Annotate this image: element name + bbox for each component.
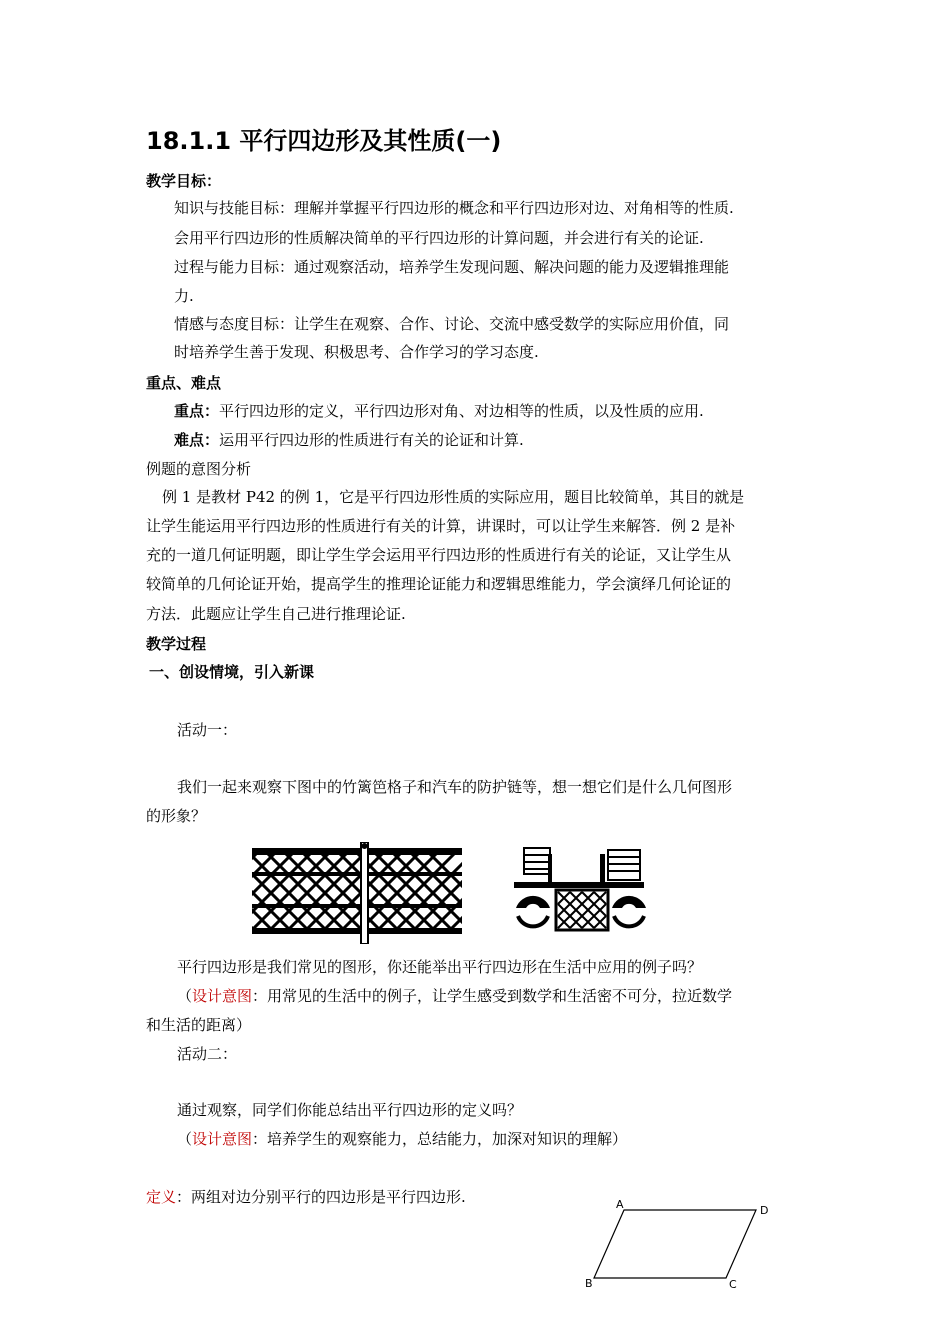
car-chain-image xyxy=(512,846,648,942)
example-analysis-line-5: 方法．此题应让学生自己进行推理论证. xyxy=(146,605,406,623)
design-intent-2-label: 设计意图 xyxy=(192,1130,253,1148)
process-line-1: 过程与能力目标：通过观察活动，培养学生发现问题、解决问题的能力及逻辑推理能 xyxy=(174,258,730,276)
design-intent-2-line xyxy=(177,1129,627,1149)
vertex-label-b: B xyxy=(585,1277,593,1290)
activity-1-text-2: 的形象？ xyxy=(146,807,207,825)
design-intent-2-text: ：培养学生的观察能力，总结能力，加深对知识的理解） xyxy=(252,1130,628,1148)
example-analysis-line-1: 例 1 是教材 P42 的例 1，它是平行四边形性质的实际应用，题目比较简单，其目的就是 xyxy=(162,488,745,506)
design-intent-1-line-2: 和生活的距离） xyxy=(146,1016,252,1034)
question-line: 平行四边形是我们常见的图形，你还能举出平行四边形在生活中应用的例子吗？ xyxy=(177,958,703,976)
key-point-line xyxy=(174,401,704,421)
activity-2-text: 通过观察，同学们你能总结出平行四边形的定义吗？ xyxy=(177,1101,523,1119)
design-intent-1-text: ：用常见的生活中的例子，让学生感受到数学和生活密不可分，拉近数学 xyxy=(252,987,733,1005)
process-line-2: 力. xyxy=(174,287,194,305)
process-heading: 教学过程 xyxy=(146,635,207,653)
key-point-text: 平行四边形的定义，平行四边形对角、对边相等的性质，以及性质的应用. xyxy=(219,402,704,420)
design-intent-2-open: （ xyxy=(177,1130,193,1148)
knowledge-line-1: 知识与技能目标：理解并掌握平行四边形的概念和平行四边形对边、对角相等的性质. xyxy=(174,199,734,217)
section-1-heading: 一、创设情境，引入新课 xyxy=(149,663,315,681)
parallelogram-shape xyxy=(594,1210,756,1278)
definition-label: 定义 xyxy=(146,1188,177,1206)
page-title: 18.1.1 平行四边形及其性质(一) xyxy=(146,127,502,155)
difficult-point-line xyxy=(174,430,524,450)
emotion-line-1: 情感与态度目标：让学生在观察、合作、讨论、交流中感受数学的实际应用价值，同 xyxy=(174,315,730,333)
definition-text: ：两组对边分别平行的四边形是平行四边形. xyxy=(176,1188,466,1206)
knowledge-line-2: 会用平行四边形的性质解决简单的平行四边形的计算问题，并会进行有关的论证. xyxy=(174,229,704,247)
activity-1-text-1: 我们一起来观察下图中的竹篱笆格子和汽车的防护链等，想一想它们是什么几何图形 xyxy=(177,778,733,796)
key-point-label: 重点： xyxy=(174,402,220,420)
vertex-label-c: C xyxy=(729,1278,737,1291)
difficult-point-text: 运用平行四边形的性质进行有关的论证和计算. xyxy=(219,431,524,449)
design-intent-1-line xyxy=(177,986,732,1006)
design-intent-1-label: 设计意图 xyxy=(192,987,253,1005)
activity-2-label: 活动二： xyxy=(177,1045,238,1063)
emotion-line-2: 时培养学生善于发现、积极思考、合作学习的学习态度. xyxy=(174,343,539,361)
activity-1-label: 活动一： xyxy=(177,721,238,739)
example-analysis-line-2: 让学生能运用平行四边形的性质进行有关的计算，讲课时，可以让学生来解答．例 2 是补 xyxy=(146,517,736,535)
example-analysis-line-3: 充的一道几何证明题，即让学生学会运用平行四边形的性质进行有关的论证，又让学生从 xyxy=(146,546,732,564)
bamboo-fence-image xyxy=(248,842,466,944)
difficult-point-label: 难点： xyxy=(174,431,220,449)
vertex-label-a: A xyxy=(616,1198,624,1211)
example-analysis-line-4: 较简单的几何论证开始，提高学生的推理论证能力和逻辑思维能力，学会演绎几何论证的 xyxy=(146,575,732,593)
parallelogram-figure xyxy=(580,1196,780,1292)
example-analysis-heading: 例题的意图分析 xyxy=(146,460,252,478)
vertex-label-d: D xyxy=(760,1204,769,1217)
key-points-heading: 重点、难点 xyxy=(146,374,222,392)
objectives-heading: 教学目标： xyxy=(146,172,222,190)
design-intent-1-open: （ xyxy=(177,987,193,1005)
definition-line xyxy=(146,1187,466,1207)
